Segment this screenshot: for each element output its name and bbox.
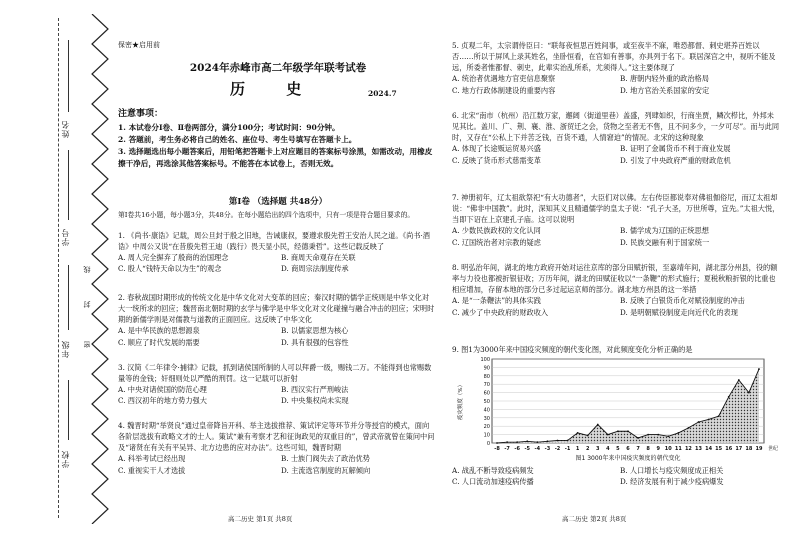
option-a: A. 统治者优遇地方官吏信息聚察 <box>452 74 556 84</box>
option-d: D. 经济发展有利于减少疫病爆发 <box>620 477 724 487</box>
note-item: 3. 选择题选出每小题答案后，用铅笔把答题卡上对应题目的答案标号涂黑，如需改动，用橡皮擦干净后，再选涂其他答案标号。不能答在本试卷上，否则无效。 <box>118 147 433 169</box>
chart-xtick-label: 12 <box>684 446 692 453</box>
question-stem: 2. 春秋战国时期形成的传统文化是中华文化对大变革的回应；秦汉时期的儒学正统则是中华文化对大一统所求的回应；魏晋南北朝时期的玄学与佛学是中华文化对文化碰撞与融合冲击的回应；宋明时期的新儒学则是对儒教与道教的正面回应。这反映了中华文化 <box>118 293 435 325</box>
chart-ytick-label: 90 <box>483 365 490 372</box>
option-d: D. 民族交融有利于国家统一 <box>620 237 710 247</box>
chart-point <box>748 392 750 394</box>
chart-xtick-label: 17 <box>735 446 743 453</box>
option-c: C. 减少了中央政府的财政收入 <box>452 307 549 317</box>
question-1 <box>118 230 436 275</box>
question-4 <box>118 420 436 476</box>
chart-xlabel: 世纪 <box>767 446 779 453</box>
option-b: B. 唐朝内轻外重的政治格局 <box>620 74 709 84</box>
question-stem: 1. 《尚书·康诰》记载，周公旦封于殷之旧地，告诫康叔，要遵求殷先哲王安治人民之道。《尚书·酒诰》中周公又说“在昔殷先哲王迪（践行）畏天显小民，经德秉哲”。这些记载反映了 <box>118 231 430 252</box>
binding-strip <box>0 0 118 538</box>
chart-xtick-label: 5 <box>616 446 620 453</box>
option-c: C. 反映了货币形式慈需变革 <box>452 155 541 165</box>
question-9 <box>452 344 780 487</box>
question-stem: 8. 明弘治年间，湖北的地方政府开始对运往京库的部分田赋折银，至嘉靖年间，湖北部分州县，役的额率与力役也都被折银征收；万历年间，湖北的田赋征收以“一条鞭”的形式施行；夏税秋粮折银的比重也相应增加，存留本地的部分已多过起运京师的部分。湖北地方州县的这一举措 <box>452 263 778 295</box>
chart-ytick-label: 20 <box>483 424 490 431</box>
option-b: B. 士族门阀失去了政治优势 <box>281 454 370 464</box>
option-d: D. 是明朝赋役制度走向近代化的表现 <box>620 307 738 317</box>
exam-title: 2024年赤峰市高二年级学年联考试卷 <box>189 62 367 74</box>
chart-xtick-label: 18 <box>745 446 753 453</box>
option-b: B. 儒学成为辽国的正统思想 <box>620 226 709 236</box>
chart-point <box>587 435 589 437</box>
instruction-text: 第I卷共16小题，每小题3分，共48分。在每小题给出的四个选项中，只有一项是符合题目要求的。 <box>118 211 415 219</box>
chart-xtick-label: 4 <box>606 446 610 453</box>
exam-date: 2024.7 <box>368 89 397 98</box>
question-2 <box>118 292 436 348</box>
chart-ytick-label: 100 <box>480 357 490 364</box>
chart-point <box>496 442 498 444</box>
left-page <box>118 0 438 538</box>
chart-point <box>708 419 710 421</box>
binding-line-school <box>68 380 69 440</box>
chart-xtick-label: -6 <box>514 446 520 453</box>
chart-point <box>718 415 720 417</box>
chart-point <box>536 441 538 443</box>
chart-point <box>557 440 559 442</box>
binding-cut-mark-2: 封 <box>83 300 91 308</box>
chart-point <box>698 421 700 423</box>
chart-point <box>526 441 528 443</box>
chart-xtick-label: 14 <box>705 446 713 453</box>
chart-xtick-label: 11 <box>674 446 682 453</box>
chart-point <box>567 440 569 442</box>
chart-xtick-label: -7 <box>504 446 510 453</box>
chart-point <box>647 434 649 436</box>
question-8 <box>452 262 780 318</box>
option-c: C. 人口流动加速疫病传播 <box>452 477 534 487</box>
option-b: B. 人口增长与疫灾频度成正相关 <box>620 466 724 476</box>
chart-xtick-label: 19 <box>755 446 763 453</box>
question-stem: 4. 魏晋时期“举贤良”通过皇帝降旨开科、举主选拔推荐、策试评定等环节并分等授官的模式，面向各阶层选拔有政略文才的士人。策试“兼有考察才艺和征询政见的双重目的”，曾武帝就曾在策问中问及“诸贤在有关有平吴异、北方边患的应对办法”。这些可知，魏晋时期 <box>118 421 435 453</box>
chart-xtick-label: -4 <box>534 446 541 453</box>
option-c: C. 顺应了时代发展的需要 <box>118 337 200 347</box>
chart-point <box>657 434 659 436</box>
question-stem: 6. 北宋“南市（杭州）沿江数万家，邂阔（街道里巷）盖盛，列肆如织，行商坐贾，鳞次栉比，外邦未见其比。盖川、广、荆、襄、淮、浙贸迁之会，货物之至者无不售，且不问多少，一夕可尽”。而与此同时，又存在“公私上下并苦乏钱，百货不通，人情窘迫”的情况。北宋的这种现象 <box>452 111 780 143</box>
option-c: C. 西汉初年的地方势力强大 <box>118 396 207 406</box>
question-options <box>118 453 436 475</box>
binding-label-id: 学号 <box>61 228 70 246</box>
chart-xtick-label: -3 <box>544 446 551 453</box>
chart-xtick-label: -2 <box>554 446 561 453</box>
chart-xtick-label: 7 <box>636 446 640 453</box>
chart-ylabel: 疫灾频度（%） <box>458 382 464 421</box>
option-a: A. 体现了长途贩运贸易兴盛 <box>452 144 541 154</box>
chart-ytick-label: 0 <box>486 441 490 448</box>
option-c: C. 辽国统治者对宗教的疑虑 <box>452 237 541 247</box>
chart-xtick-label: 15 <box>715 446 723 453</box>
binding-line-id <box>68 150 69 220</box>
right-page <box>452 0 782 538</box>
section-title: 第Ⅰ卷 （选择题 共48分） <box>228 197 328 207</box>
chart-ytick-label: 10 <box>483 432 490 439</box>
subject-title: 历 史 <box>230 80 320 98</box>
note-item: 1. 本试卷分Ⅰ卷、Ⅱ卷两部分，满分100分；考试时间：90分钟。 <box>118 123 340 132</box>
chart-point <box>728 396 730 398</box>
chart-ytick-label: 60 <box>483 390 490 397</box>
question-stem: 3. 汉简《二年律令·捕律》记载，抓到诸侯国所制的人可以拜爵一级，赐钱二万。不能得到也常赐数量等的金钱；奸细则处以严酷的刑罚。这一记载可以折射 <box>118 363 432 384</box>
chart-point <box>577 432 579 434</box>
question-options <box>118 384 436 406</box>
confidential-label: 保密★启用前 <box>118 41 160 49</box>
chart-point <box>627 430 629 432</box>
option-a: A. 战乱不断导致疫病频发 <box>452 466 534 476</box>
binding-line-name <box>68 40 69 112</box>
option-b: B. 西汉实行严刑峻法 <box>281 385 349 395</box>
option-b: B. 商周天命观存在关联 <box>281 253 356 263</box>
chart-ytick-label: 40 <box>483 407 490 414</box>
chart-point <box>607 434 609 436</box>
option-c: C. 殷人“钱特天命以为生”的观念 <box>118 264 222 274</box>
question-options <box>452 295 780 317</box>
chart-title: 图1 3000年来中国疫灾频度的朝代变化 <box>575 455 681 463</box>
option-b: B. 以儒家思想为核心 <box>281 326 349 336</box>
page-footer-left: 高二历史 第1页 共8页 <box>228 515 293 523</box>
question-options <box>118 252 436 274</box>
chart-xtick-label: 8 <box>646 446 650 453</box>
option-c: C. 地方行政体制建设的重要内容 <box>452 85 556 95</box>
chart-ytick-label: 30 <box>483 415 490 422</box>
question-stem: 5. 贞观二年，太宗谓侍臣曰：“联每夜恒思百姓间事，或至夜半不寐，唯恐都督、刺史堪养百姓以否……所以于屏风上录其姓名，坐卧恒看，在官如有善事，亦具列于名下。联居深宫之中，视听不能及远，所委者惟都督、刺史，此辈实治乱所系，尤须得人。”这主要体现了 <box>452 41 776 73</box>
option-a: A. 是中华民族的思想源泉 <box>118 326 200 336</box>
binding-label-grade: 年级 <box>61 340 70 358</box>
chart-point <box>667 436 669 438</box>
option-d: D. 地方官治关系国家的安定 <box>620 85 710 95</box>
option-d: D. 商周宗法制度传承 <box>281 264 349 274</box>
chart-point <box>688 427 690 429</box>
question-7 <box>452 192 780 248</box>
question-options <box>452 465 780 487</box>
chart-point <box>677 432 679 434</box>
option-d: D. 引发了中央政府严重的财政危机 <box>620 155 731 165</box>
chart-point <box>547 441 549 443</box>
chart-xtick-label: 6 <box>626 446 630 453</box>
option-a: A. 科举考试已经出现 <box>118 454 186 464</box>
notes-heading: 注意事项： <box>118 109 164 119</box>
chart-point <box>506 441 508 443</box>
chart-xtick-label: 1 <box>575 446 580 453</box>
question-options <box>452 225 780 247</box>
option-b: B. 反映了白银货币化对赋役制度的冲击 <box>620 296 745 306</box>
option-a: A. 是“一条鞭法”的具体实践 <box>452 296 541 306</box>
binding-cut-mark-3: 线 <box>83 265 91 273</box>
chart-ytick-label: 50 <box>483 399 490 406</box>
chart-xtick-label: 2 <box>585 446 590 453</box>
chart-xtick-label: -1 <box>564 446 571 453</box>
question-options <box>118 325 436 347</box>
chart-point <box>617 430 619 432</box>
note-item: 2. 答题前，考生务必将自己的姓名、座位号、考生号填写在答题卡上。 <box>118 135 357 145</box>
option-d: D. 具有很强的包容性 <box>281 337 349 347</box>
chart-xtick-label: 16 <box>725 446 733 453</box>
binding-cut-mark-1: 密 <box>83 340 91 348</box>
chart-point <box>758 368 760 370</box>
notes-list <box>118 122 434 171</box>
option-a: A. 少数民族政权的文化认同 <box>452 226 541 236</box>
option-d: D. 主流选官制度的瓦解倾向 <box>281 465 371 475</box>
chart-xtick-label: 9 <box>656 446 660 453</box>
binding-line-grade <box>68 265 69 330</box>
question-6 <box>452 110 780 166</box>
binding-dashed-line <box>58 18 59 518</box>
chart-point <box>637 437 639 439</box>
option-d: D. 中央集权尚未实现 <box>281 396 349 406</box>
option-b: B. 证明了金属货币不利于商业发展 <box>620 144 731 154</box>
chart-point <box>597 424 599 426</box>
chart-svg <box>452 355 782 463</box>
question-stem: 9. 图1为3000年来中国疫灾频度的朝代变化图，对此频度变化分析正确的是 <box>452 345 693 354</box>
chart-ytick-label: 70 <box>483 382 490 389</box>
binding-label-school: 学校 <box>61 450 70 468</box>
chart-xtick-label: 13 <box>695 446 703 453</box>
plague-frequency-chart <box>452 355 782 465</box>
option-c: C. 重视实干人才选拔 <box>118 465 186 475</box>
question-5 <box>452 40 780 96</box>
chart-xtick-label: 3 <box>596 446 600 453</box>
page-footer-right: 高二历史 第2页 共8页 <box>562 515 627 523</box>
section-instruction <box>118 210 436 221</box>
question-options <box>452 73 780 95</box>
chart-ytick-label: 80 <box>483 373 490 380</box>
question-3 <box>118 362 436 407</box>
chart-point <box>738 379 740 381</box>
binding-label-name: 姓名 <box>61 120 70 138</box>
option-a: A. 中央对诸侯国的防范心理 <box>118 385 207 395</box>
option-a: A. 周人完全摒弃了殷商的治国理念 <box>118 253 229 263</box>
question-stem: 7. 神册初年，辽太祖欲祭祀“有大功德者”，大臣们对以佛。左右传臣都说奉对佛祖伽俗尼，而辽太祖却说：“佛非中国教”。此时，深知其义且精通儒学的皇太子说：“孔子大圣，万世所尊，宜先。”太祖大悦，当即下诏在上京建孔子庙。这可以说明 <box>452 193 780 225</box>
chart-xtick-label: -5 <box>524 446 531 453</box>
question-options <box>452 143 780 165</box>
chart-point <box>516 441 518 443</box>
chart-xtick-label: -8 <box>494 446 500 453</box>
chart-xtick-label: 10 <box>664 446 672 453</box>
